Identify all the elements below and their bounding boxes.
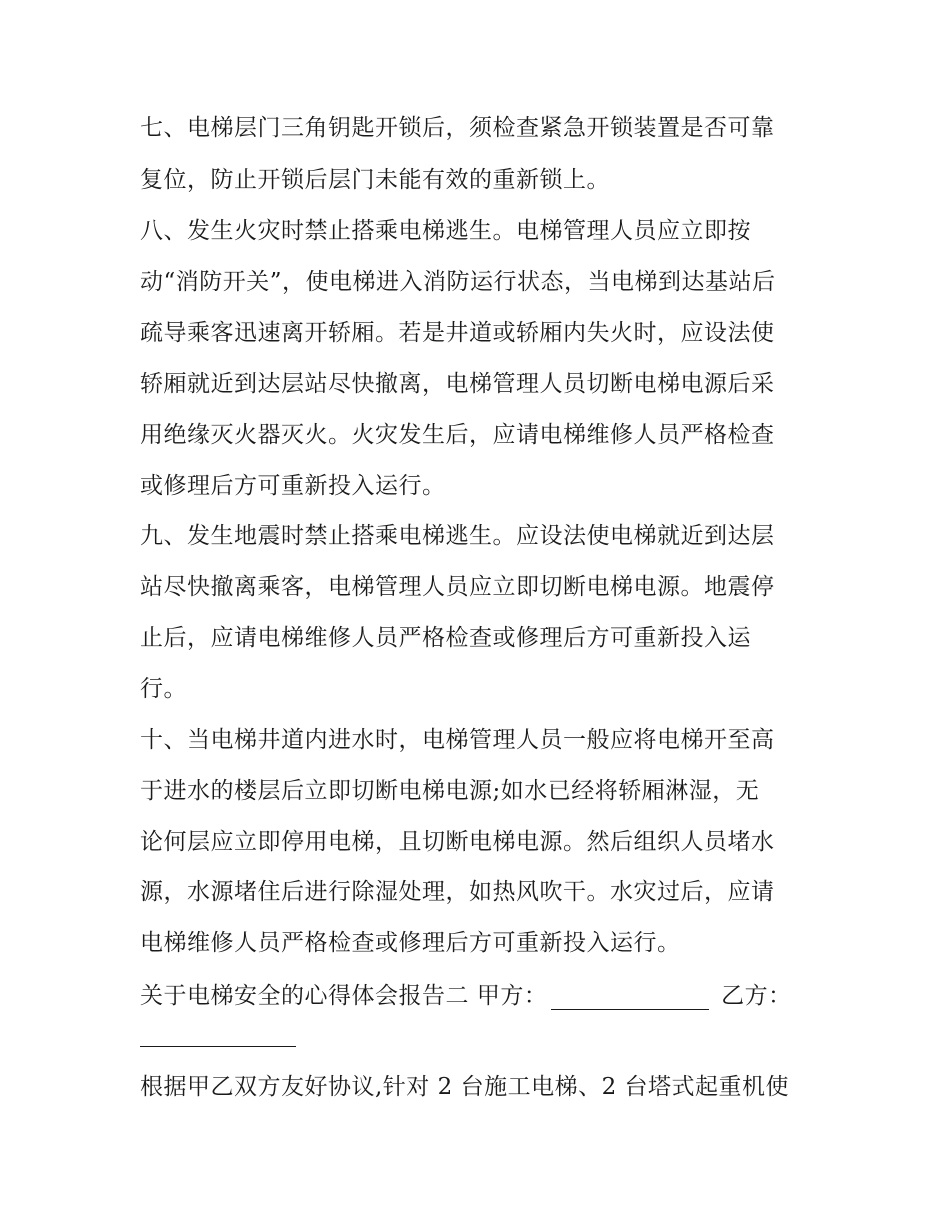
contract-heading-line (140, 982, 792, 1010)
party-b-blank (140, 1022, 296, 1047)
party-a-blank (551, 985, 709, 1010)
paragraph-9-line-4: 行。 (140, 676, 187, 702)
paragraph-8-line-1: 八、发生火灾时禁止搭乘电梯逃生。电梯管理人员应立即按 (140, 218, 751, 244)
paragraph-10-line-1: 十、当电梯井道内进水时，电梯管理人员一般应将电梯开至高 (140, 727, 775, 753)
paragraph-10-line-3: 论何层应立即停用电梯，且切断电梯电源。然后组织人员堵水 (140, 829, 775, 855)
paragraph-8-line-5: 用绝缘灭火器灭火。火灾发生后，应请电梯维修人员严格检查 (140, 422, 775, 448)
party-b-label: 乙方： (721, 983, 792, 1009)
paragraph-10-line-5: 电梯维修人员严格检查或修理后方可重新投入运行。 (140, 930, 681, 956)
contract-heading: 关于电梯安全的心得体会报告二 (140, 983, 469, 1009)
paragraph-8-line-3: 疏导乘客迅速离开轿厢。若是井道或轿厢内失火时，应设法使 (140, 320, 775, 346)
party-a-label: 甲方： (476, 983, 548, 1009)
paragraph-10-line-4: 源，水源堵住后进行除湿处理，如热风吹干。水灾过后，应请 (140, 879, 775, 905)
paragraph-9-line-3: 止后，应请电梯维修人员严格检查或修理后方可重新投入运 (140, 625, 751, 651)
agreement-line: 根据甲乙双方友好协议,针对 2 台施工电梯、2 台塔式起重机使 (140, 1074, 790, 1100)
paragraph-7-line-1: 七、电梯层门三角钥匙开锁后，须检查紧急开锁装置是否可靠 (140, 115, 775, 141)
paragraph-9-line-1: 九、发生地震时禁止搭乘电梯逃生。应设法使电梯就近到达层 (140, 523, 775, 549)
paragraph-8-line-4: 轿厢就近到达层站尽快撤离，电梯管理人员切断电梯电源后采 (140, 371, 775, 397)
paragraph-9-line-2: 站尽快撤离乘客，电梯管理人员应立即切断电梯电源。地震停 (140, 574, 775, 600)
paragraph-10-line-2: 于进水的楼层后立即切断电梯电源;如水已经将轿厢淋湿，无 (140, 778, 760, 804)
paragraph-8-line-2: 动“消防开关”，使电梯进入消防运行状态，当电梯到达基站后 (140, 269, 776, 295)
paragraph-8-line-6: 或修理后方可重新投入运行。 (140, 473, 446, 499)
paragraph-7-line-2: 复位，防止开锁后层门未能有效的重新锁上。 (140, 167, 610, 193)
